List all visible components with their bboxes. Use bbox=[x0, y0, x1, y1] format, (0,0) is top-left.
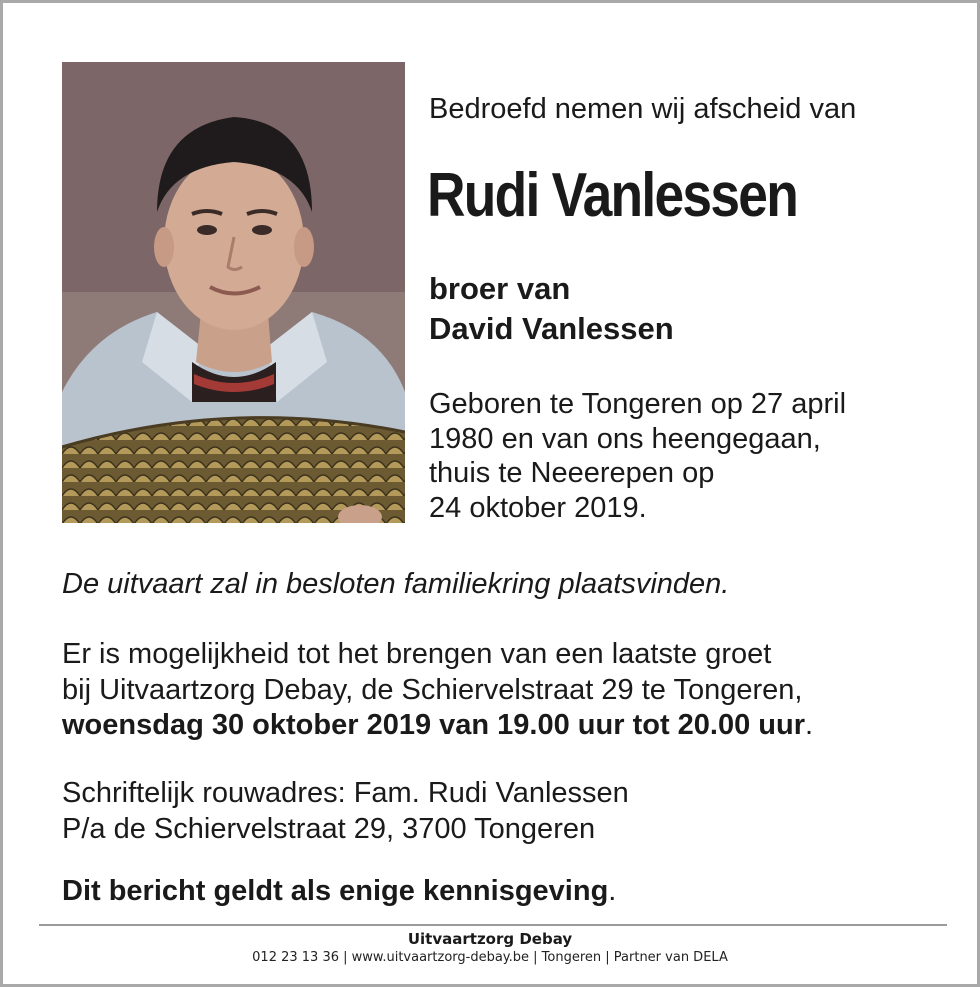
visit-end-punct: . bbox=[805, 709, 814, 741]
birth-death-details bbox=[429, 387, 949, 525]
visit-date-time: woensdag 30 oktober 2019 van 19.00 uur tot 20.00 uur bbox=[62, 709, 805, 741]
visit-line: Er is mogelijkheid tot het brengen van een laatste groet bbox=[62, 638, 772, 670]
address-line: Schriftelijk rouwadres: Fam. Rudi Vanlessen bbox=[62, 777, 629, 809]
mourning-address bbox=[62, 776, 629, 847]
address-line: P/a de Schiervelstraat 29, 3700 Tongeren bbox=[62, 812, 596, 845]
intro-text: Bedroefd nemen wij afscheid van bbox=[429, 93, 857, 125]
relation-line: broer van bbox=[429, 271, 571, 306]
birth-line: 1980 en van ons heengegaan, bbox=[429, 422, 821, 455]
funeral-home-name: Uitvaartzorg Debay bbox=[407, 930, 573, 948]
portrait-photo bbox=[62, 62, 405, 523]
portrait-photo-icon bbox=[62, 62, 405, 523]
funeral-note: De uitvaart zal in besloten familiekring plaatsvinden. bbox=[62, 568, 730, 600]
notice-end-punct: . bbox=[608, 875, 617, 907]
deceased-name: Rudi Vanlessen bbox=[427, 161, 798, 230]
birth-line: 24 oktober 2019. bbox=[429, 491, 647, 524]
funeral-home-contact: 012 23 13 36 | www.uitvaartzorg-debay.be | Tongeren | Partner van DELA bbox=[252, 950, 728, 965]
visit-line: bij Uitvaartzorg Debay, de Schiervelstraat 29 te Tongeren, bbox=[62, 673, 803, 706]
relation-name: David Vanlessen bbox=[429, 311, 674, 346]
footer-divider bbox=[39, 924, 947, 926]
birth-line: thuis te Neeerepen op bbox=[429, 457, 715, 489]
visit-date-line bbox=[62, 708, 813, 744]
visitation-details bbox=[62, 637, 813, 744]
birth-line: Geboren te Tongeren op 27 april bbox=[429, 388, 847, 420]
notice-line bbox=[62, 871, 616, 911]
notice-text: Dit bericht geldt als enige kennisgeving bbox=[62, 875, 609, 907]
relation-block bbox=[429, 269, 674, 349]
